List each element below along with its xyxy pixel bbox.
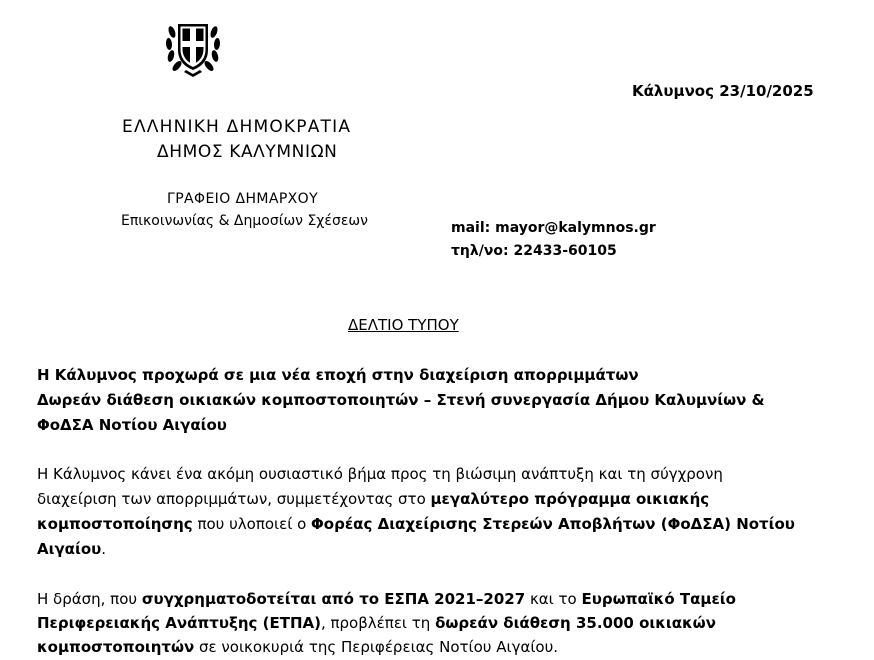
department-title: Επικοινωνίας & Δημοσίων Σχέσεων bbox=[121, 213, 368, 229]
paragraph-1-bold-text: Αιγαίου bbox=[37, 540, 102, 558]
paragraph-2-bold-text: συγχρηματοδοτείται από το ΕΣΠΑ 2021–2027 bbox=[141, 590, 526, 608]
paragraph-2-bold-text: δωρεάν διάθεση 35.000 οικιακών bbox=[435, 614, 716, 632]
paragraph-1-line-1: Η Κάλυμνος κάνει ένα ακόμη ουσιαστικό βήμα προς τη βιώσιμη ανάπτυξη και τη σύγχρονη bbox=[37, 465, 723, 483]
paragraph-2-text: Η δράση, που bbox=[37, 590, 142, 608]
paragraph-2-bold-text: Ευρωπαϊκό Ταμείο bbox=[581, 590, 736, 608]
office-title: ΓΡΑΦΕΙΟ ΔΗΜΑΡΧΟΥ bbox=[167, 191, 319, 207]
headline-line-1: Η Κάλυμνος προχωρά σε μια νέα εποχή στην διαχείριση απορριμμάτων bbox=[37, 366, 639, 384]
paragraph-1-line-4 bbox=[37, 540, 106, 558]
paragraph-2-line-2 bbox=[37, 614, 716, 632]
paragraph-1-bold-text: μεγαλύτερο πρόγραμμα οικιακής bbox=[430, 490, 710, 508]
paragraph-2-bold-text: κομποστοποιητών bbox=[37, 638, 195, 656]
press-release-title: ΔΕΛΤΙΟ ΤΥΠΟΥ bbox=[348, 316, 459, 334]
headline-line-2: Δωρεάν διάθεση οικιακών κομποστοποιητών – Στενή συνεργασία Δήμου Καλυμνίων & bbox=[37, 391, 765, 409]
paragraph-2-line-1 bbox=[37, 590, 736, 608]
paragraph-1-text: . bbox=[101, 540, 107, 558]
greek-emblem-icon bbox=[164, 14, 222, 80]
paragraph-2-bold-text: Περιφερειακής Ανάπτυξης (ΕΤΠΑ) bbox=[37, 614, 321, 632]
municipality-title: ΔΗΜΟΣ ΚΑΛΥΜΝΙΩΝ bbox=[157, 142, 338, 162]
republic-title: ΕΛΛΗΝΙΚΗ ΔΗΜΟΚΡΑΤΙΑ bbox=[122, 117, 352, 137]
paragraph-1-line-3 bbox=[37, 515, 795, 533]
paragraph-1-line-2 bbox=[37, 490, 709, 508]
contact-email: mail: mayor@kalymnos.gr bbox=[451, 220, 656, 236]
paragraph-1-text: διαχείριση των απορριμμάτων, συμμετέχοντας στο bbox=[37, 490, 431, 508]
headline-line-3: ΦοΔΣΑ Νοτίου Αιγαίου bbox=[37, 416, 227, 434]
paragraph-1-bold-text: κομποστοποίησης bbox=[37, 515, 193, 533]
paragraph-2-text: , προβλέπει τη bbox=[320, 614, 436, 632]
paragraph-2-text: και το bbox=[525, 590, 582, 608]
contact-phone: τηλ/νο: 22433-60105 bbox=[451, 243, 617, 259]
document-date: Κάλυμνος 23/10/2025 bbox=[632, 82, 814, 100]
paragraph-1-text: που υλοποιεί ο bbox=[192, 515, 312, 533]
paragraph-2-text: σε νοικοκυριά της Περιφέρειας Νοτίου Αιγαίου. bbox=[194, 638, 559, 656]
paragraph-1-bold-text: Φορέας Διαχείρισης Στερεών Αποβλήτων (ΦοΔΣΑ) Νοτίου bbox=[311, 515, 795, 533]
paragraph-2-line-3 bbox=[37, 638, 558, 656]
